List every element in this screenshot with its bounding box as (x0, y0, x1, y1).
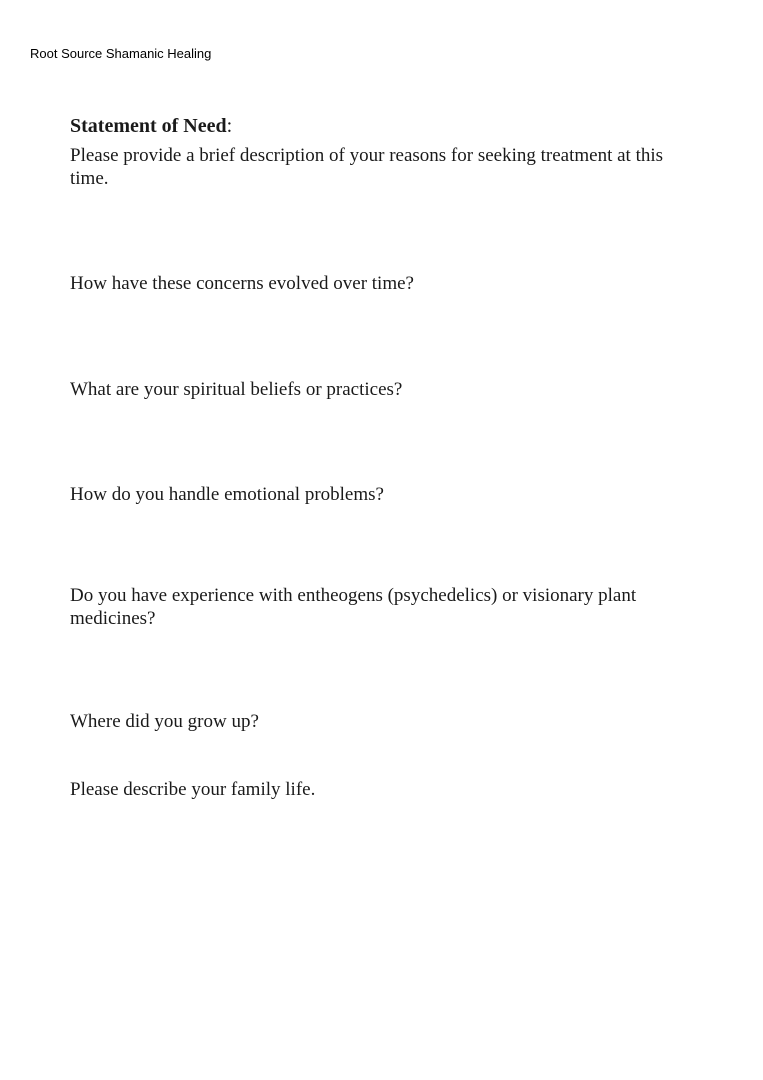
section-heading-colon: : (226, 115, 233, 137)
statement-of-need-form (70, 114, 690, 800)
section-heading-text: Statement of Need (70, 115, 227, 137)
section-heading (70, 114, 690, 138)
question-family-life: Please describe your family life. (70, 779, 316, 800)
question-entheogens-experience: Do you have experience with entheogens (psychedelics) or visionary plant medicines? (70, 585, 637, 629)
question-spiritual-beliefs: What are your spiritual beliefs or practices? (70, 379, 403, 400)
intro-prompt: Please provide a brief description of your reasons for seeking treatment at this time. (70, 145, 664, 189)
page-header-organization: Root Source Shamanic Healing (30, 46, 212, 61)
question-concerns-evolution: How have these concerns evolved over time? (70, 273, 414, 294)
question-emotional-problems: How do you handle emotional problems? (70, 484, 384, 505)
question-grow-up: Where did you grow up? (70, 711, 259, 732)
